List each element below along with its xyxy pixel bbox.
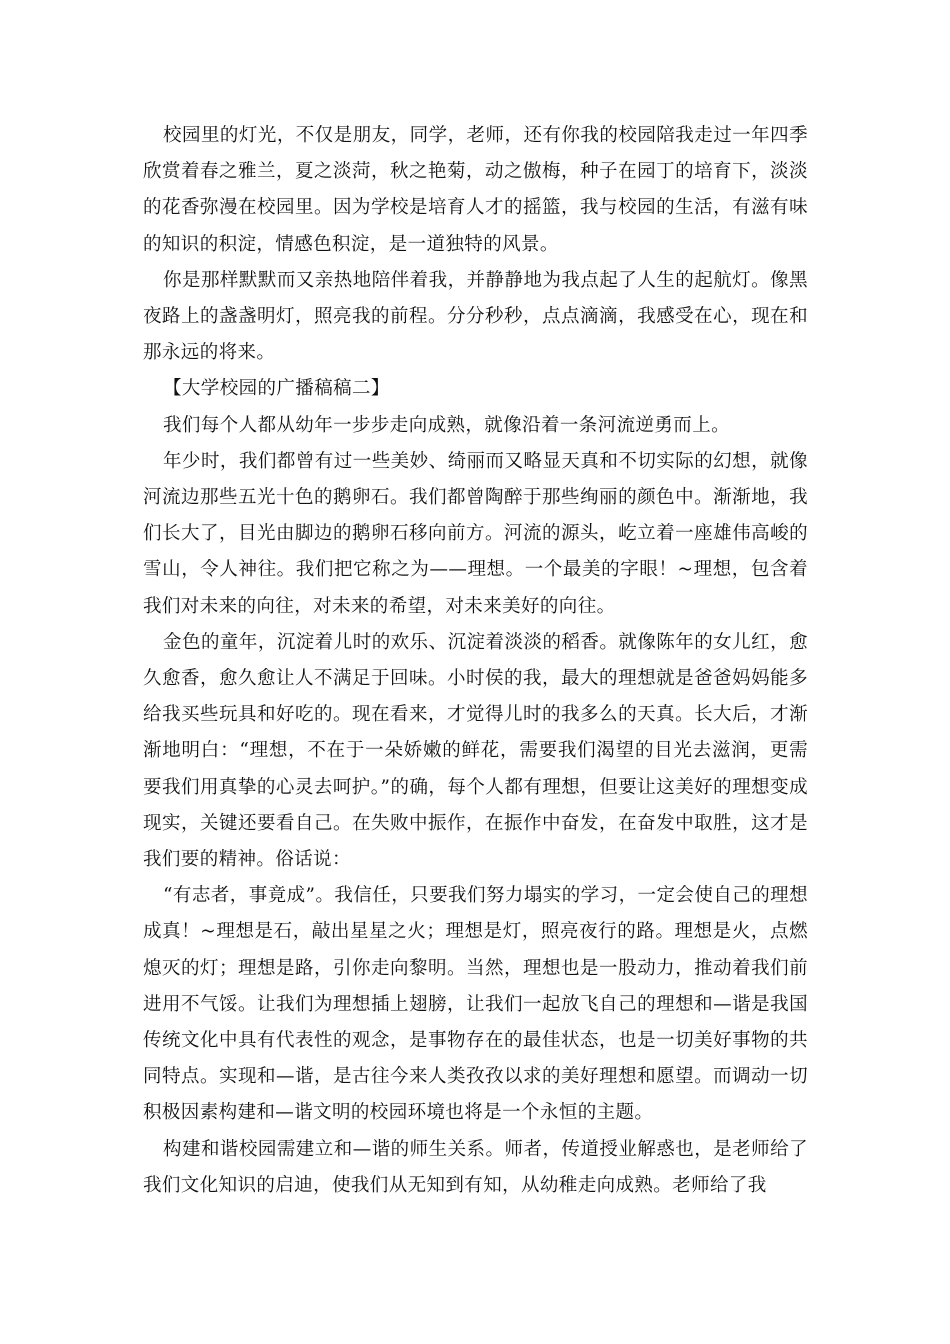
- paragraph-youth-dreams: 年少时，我们都曾有过一些美妙、绮丽而又略显天真和不切实际的幻想，就像河流边那些五光十色的鹅卵石。我们都曾陶醉于那些绚丽的颜色中。渐渐地，我们长大了，目光由脚边的鹅卵石移向前方。河流的源头，屹立着一座雄伟高峻的雪山，令人神往。我们把它称之为——理想。一个最美的字眼！~理想，包含着我们对未来的向往，对未来的希望，对未来美好的向往。: [143, 450, 808, 617]
- paragraph-harmonious-campus: 构建和谐校园需建立和—谐的师生关系。师者，传道授业解惑也，是老师给了我们文化知识的启迪，使我们从无知到有知，从幼稚走向成熟。老师给了我: [143, 1138, 808, 1196]
- paragraph-will-succeed: “有志者，事竟成”。我信任，只要我们努力塌实的学习，一定会使自己的理想成真！~理想是石，敲出星星之火；理想是灯，照亮夜行的路。理想是火，点燃熄灭的灯；理想是路，引你走向黎明。当然，理想也是一股动力，推动着我们前进用不气馁。让我们为理想插上翅膀，让我们一起放飞自己的理想和—谐是我国传统文化中具有代表性的观念，是事物存在的最佳状态，也是一切美好事物的共同特点。实现和—谐，是古往今来人类孜孜以求的美好理想和愿望。而调动一切积极因素构建和—谐文明的校园环境也将是一个永恒的主题。: [143, 885, 808, 1124]
- section-heading: 【大学校园的广播稿稿二】: [163, 378, 390, 400]
- document-body: [143, 118, 808, 1204]
- paragraph-river-intro: 我们每个人都从幼年一步步走向成熟，就像沿着一条河流逆勇而上。: [163, 414, 731, 436]
- paragraph-campus-lights: 校园里的灯光，不仅是朋友，同学，老师，还有你我的校园陪我走过一年四季欣赏着春之雅兰，夏之淡菏，秋之艳菊，动之傲梅，种子在园丁的培育下，淡淡的花香弥漫在校园里。因为学校是培育人才的摇篮，我与校园的生活，有滋有味的知识的积淀，情感色积淀，是一道独特的风景。: [143, 125, 808, 255]
- paragraph-golden-childhood: 金色的童年，沉淀着儿时的欢乐、沉淀着淡淡的稻香。就像陈年的女儿红，愈久愈香，愈久愈让人不满足于回味。小时侯的我，最大的理想就是爸爸妈妈能多给我买些玩具和好吃的。现在看来，才觉得儿时的我多么的天真。长大后，才渐渐地明白：“理想，不在于一朵娇嫩的鲜花，需要我们渴望的目光去滋润，更需要我们用真挚的心灵去呵护。”的确，每个人都有理想，但要让这美好的理想变成现实，关键还要看自己。在失败中振作，在振作中奋发，在奋发中取胜，这才是我们要的精神。俗话说：: [143, 631, 808, 871]
- paragraph-companion-light: 你是那样默默而又亲热地陪伴着我，并静静地为我点起了人生的起航灯。像黑夜路上的盏盏明灯，照亮我的前程。分分秒秒，点点滴滴，我感受在心，现在和那永远的将来。: [143, 269, 808, 364]
